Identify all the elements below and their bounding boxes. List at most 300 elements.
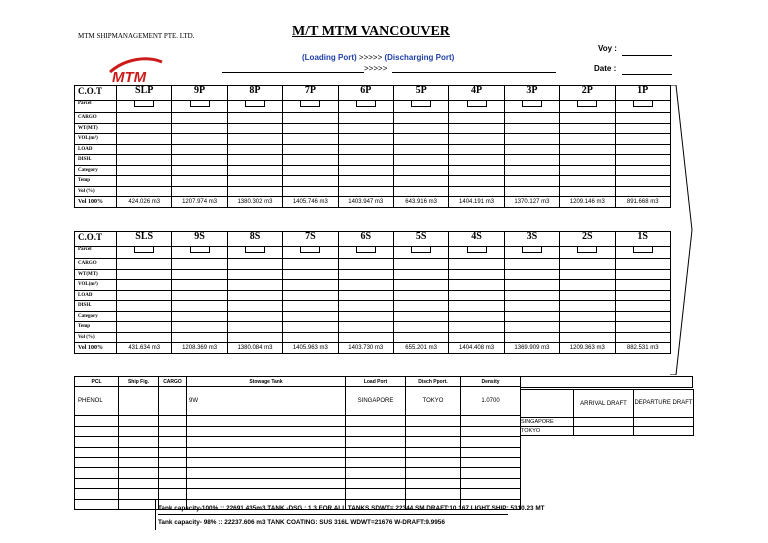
port-parcel-cell: [449, 101, 504, 113]
port-data-cell: [449, 165, 504, 176]
cargo-empty-cell: [187, 457, 346, 467]
port-row-label: Temp: [75, 176, 117, 187]
cargo-empty-cell: [346, 447, 406, 457]
port-data-cell: [117, 134, 172, 145]
stbd-tank-header: 4S: [449, 232, 504, 247]
cargo-empty-cell: [406, 426, 461, 436]
stbd-parcel-cell: [449, 247, 504, 259]
port-vol100-cell: 1380.302 m3: [227, 197, 282, 208]
port-parcel-cell: [117, 101, 172, 113]
port-data-cell: [338, 134, 393, 145]
stbd-data-cell: [172, 322, 227, 333]
stbd-data-cell: [615, 290, 670, 301]
port-vol100-cell: 1403.947 m3: [338, 197, 393, 208]
cargo-cell: 9W: [187, 387, 346, 416]
port-cot-table: [74, 85, 671, 208]
company-name: MTM SHIPMANAGEMENT PTE. LTD.: [78, 32, 195, 40]
stbd-data-cell: [504, 290, 559, 301]
cargo-empty-cell: [75, 437, 119, 447]
cargo-empty-cell: [119, 489, 159, 499]
stbd-tank-header: 8S: [227, 232, 282, 247]
cargo-empty-cell: [346, 478, 406, 488]
stbd-data-cell: [117, 269, 172, 280]
port-tank-header: 9P: [172, 86, 227, 101]
stbd-data-cell: [615, 301, 670, 312]
stbd-data-cell: [283, 290, 338, 301]
stbd-tank-header: 1S: [615, 232, 670, 247]
port-tank-header: 6P: [338, 86, 393, 101]
cargo-empty-cell: [406, 416, 461, 426]
port-vol100-cell: 891.668 m3: [615, 197, 670, 208]
stbd-data-cell: [227, 280, 282, 291]
cargo-empty-cell: [461, 416, 521, 426]
cargo-empty-cell: [187, 468, 346, 478]
port-parcel-cell: [338, 101, 393, 113]
cargo-empty-cell: [159, 478, 187, 488]
port-data-cell: [283, 123, 338, 134]
stbd-data-cell: [393, 311, 448, 322]
parcel-box: [300, 247, 320, 254]
port-vol100-cell: 1207.974 m3: [172, 197, 227, 208]
port-data-cell: [449, 186, 504, 197]
port-data-cell: [393, 165, 448, 176]
date-field-line: [622, 74, 672, 75]
stbd-data-cell: [283, 322, 338, 333]
stbd-row-label: Vol (%): [75, 332, 117, 343]
stbd-vol100-cell: 1404.408 m3: [449, 343, 504, 354]
cargo-empty-cell: [406, 478, 461, 488]
cargo-empty-cell: [187, 489, 346, 499]
draft-port-tokyo: TOKYO: [521, 427, 574, 436]
port-data-cell: [338, 186, 393, 197]
stbd-data-cell: [338, 322, 393, 333]
stbd-data-cell: [283, 259, 338, 270]
cargo-empty-cell: [119, 499, 159, 509]
stbd-tank-header: 6S: [338, 232, 393, 247]
port-data-cell: [504, 113, 559, 124]
parcel-box: [633, 101, 653, 108]
parcel-box: [300, 101, 320, 108]
cargo-empty-cell: [461, 426, 521, 436]
stbd-data-cell: [338, 311, 393, 322]
port-row-label: Parcel: [75, 101, 117, 113]
cargo-empty-cell: [119, 426, 159, 436]
stbd-data-cell: [117, 290, 172, 301]
port-tank-header: 8P: [227, 86, 282, 101]
port-data-cell: [615, 155, 670, 166]
stbd-row-label: DISH.: [75, 301, 117, 312]
stbd-data-cell: [449, 269, 504, 280]
cargo-empty-cell: [406, 447, 461, 457]
departure-draft-header: DEPARTURE DRAFT: [634, 390, 694, 418]
port-tank-header: 7P: [283, 86, 338, 101]
port-data-cell: [560, 123, 615, 134]
port-data-cell: [338, 176, 393, 187]
stbd-data-cell: [449, 311, 504, 322]
route-arrows-second: >>>>>: [364, 64, 388, 73]
parcel-box: [411, 247, 431, 254]
stbd-data-cell: [227, 269, 282, 280]
discharging-port-line: [392, 72, 556, 73]
stbd-vol100-cell: 655.201 m3: [393, 343, 448, 354]
port-tank-header: 4P: [449, 86, 504, 101]
port-data-cell: [117, 113, 172, 124]
stbd-vol100-cell: 1369.909 m3: [504, 343, 559, 354]
port-parcel-cell: [504, 101, 559, 113]
port-data-cell: [393, 144, 448, 155]
vessel-title: M/T MTM VANCOUVER: [292, 24, 450, 39]
stbd-vol100-cell: 1403.730 m3: [338, 343, 393, 354]
cargo-empty-cell: [75, 499, 119, 509]
port-data-cell: [338, 144, 393, 155]
port-data-cell: [449, 123, 504, 134]
starboard-cot-table: [74, 231, 671, 354]
tank-capacity-100: Tank capacity-100% :: 22691.435m3 TANK -DSG : 1.3 FOR ALL TANKS SDWT= 22344 SM DRAFT:10.167 LIGHT SHIP: 5310.23 MT: [158, 505, 545, 512]
cargo-empty-cell: [119, 416, 159, 426]
cargo-cell: PHENOL: [75, 387, 119, 416]
port-data-cell: [172, 155, 227, 166]
stbd-parcel-cell: [172, 247, 227, 259]
port-data-cell: [283, 155, 338, 166]
port-tank-header: 1P: [615, 86, 670, 101]
port-data-cell: [338, 155, 393, 166]
port-parcel-cell: [615, 101, 670, 113]
voy-field-line: [622, 55, 672, 56]
cargo-empty-cell: [461, 478, 521, 488]
cargo-empty-cell: [159, 468, 187, 478]
tank-capacity-98: Tank capacity- 98% :: 22237.606 m3 TANK COATING: SUS 316L WDWT=21676 W-DRAFT:9.9956: [158, 519, 445, 526]
port-data-cell: [449, 144, 504, 155]
cargo-empty-cell: [187, 478, 346, 488]
parcel-box: [577, 101, 597, 108]
cargo-empty-cell: [187, 426, 346, 436]
cargo-empty-cell: [346, 468, 406, 478]
port-data-cell: [615, 144, 670, 155]
port-vol100-cell: 1209.146 m3: [560, 197, 615, 208]
stbd-data-cell: [560, 259, 615, 270]
loading-port-line: [222, 72, 364, 73]
stbd-vol100-cell: 1208.369 m3: [172, 343, 227, 354]
stbd-parcel-cell: [560, 247, 615, 259]
draft-corner-cell: [521, 390, 574, 418]
stbd-row-label: Category: [75, 311, 117, 322]
cargo-empty-cell: [75, 447, 119, 457]
stbd-data-cell: [393, 332, 448, 343]
port-data-cell: [338, 165, 393, 176]
cargo-empty-cell: [406, 489, 461, 499]
port-data-cell: [504, 144, 559, 155]
cargo-empty-cell: [461, 457, 521, 467]
stbd-vol100-cell: 882.531 m3: [615, 343, 670, 354]
port-data-cell: [504, 186, 559, 197]
port-data-cell: [560, 186, 615, 197]
port-data-cell: [449, 134, 504, 145]
draft-port-singapore: SINGAPORE: [521, 418, 574, 427]
stbd-data-cell: [338, 259, 393, 270]
cargo-col-header: Stowage Tank: [187, 377, 346, 387]
parcel-box: [245, 101, 265, 108]
stbd-vol100-cell: 431.634 m3: [117, 343, 172, 354]
port-data-cell: [172, 176, 227, 187]
stbd-data-cell: [504, 269, 559, 280]
port-data-cell: [615, 134, 670, 145]
port-data-cell: [117, 155, 172, 166]
port-data-cell: [560, 176, 615, 187]
parcel-box: [467, 101, 487, 108]
cargo-col-header: Ship Fig.: [119, 377, 159, 387]
stbd-data-cell: [172, 269, 227, 280]
stbd-row-label: WT(MT): [75, 269, 117, 280]
stbd-data-cell: [504, 259, 559, 270]
cargo-empty-cell: [159, 489, 187, 499]
stbd-vol100-cell: 1380.084 m3: [227, 343, 282, 354]
stbd-data-cell: [227, 332, 282, 343]
port-row-label: Vol 100%: [75, 197, 117, 208]
port-route: [302, 53, 454, 62]
cargo-empty-cell: [75, 468, 119, 478]
port-data-cell: [449, 113, 504, 124]
port-data-cell: [283, 134, 338, 145]
port-data-cell: [393, 113, 448, 124]
stbd-data-cell: [615, 269, 670, 280]
port-data-cell: [117, 123, 172, 134]
stbd-data-cell: [338, 290, 393, 301]
bow-outline: [670, 85, 694, 375]
port-data-cell: [504, 123, 559, 134]
port-data-cell: [615, 165, 670, 176]
cargo-empty-cell: [75, 478, 119, 488]
stbd-data-cell: [560, 322, 615, 333]
stbd-data-cell: [504, 301, 559, 312]
port-data-cell: [172, 134, 227, 145]
stbd-data-cell: [560, 332, 615, 343]
draft-top-cell: [520, 376, 693, 388]
port-data-cell: [338, 113, 393, 124]
stbd-data-cell: [560, 280, 615, 291]
port-vol100-cell: 1370.127 m3: [504, 197, 559, 208]
port-data-cell: [227, 144, 282, 155]
stbd-data-cell: [393, 269, 448, 280]
stbd-data-cell: [393, 280, 448, 291]
port-row-label: Vol (%): [75, 186, 117, 197]
port-data-cell: [393, 134, 448, 145]
stbd-data-cell: [338, 301, 393, 312]
stbd-tank-header: 9S: [172, 232, 227, 247]
cargo-empty-cell: [75, 489, 119, 499]
port-parcel-cell: [227, 101, 282, 113]
cargo-empty-cell: [119, 437, 159, 447]
cargo-cell: 1.0700: [461, 387, 521, 416]
voy-label: Voy :: [598, 44, 617, 53]
cargo-cell: SINGAPORE: [346, 387, 406, 416]
stbd-data-cell: [117, 280, 172, 291]
stbd-data-cell: [172, 311, 227, 322]
port-tank-header: 2P: [560, 86, 615, 101]
port-data-cell: [560, 155, 615, 166]
stbd-cot-label: C.O.T: [75, 232, 117, 247]
port-data-cell: [117, 186, 172, 197]
port-data-cell: [117, 176, 172, 187]
cargo-empty-cell: [187, 416, 346, 426]
cargo-col-header: Density: [461, 377, 521, 387]
stbd-data-cell: [449, 332, 504, 343]
stbd-row-label: LOAD: [75, 290, 117, 301]
cargo-cell: TOKYO: [406, 387, 461, 416]
cargo-empty-cell: [461, 468, 521, 478]
parcel-box: [245, 247, 265, 254]
port-data-cell: [615, 123, 670, 134]
cargo-empty-cell: [75, 416, 119, 426]
stbd-data-cell: [283, 280, 338, 291]
stbd-data-cell: [393, 322, 448, 333]
totals-left-rule: [155, 500, 156, 530]
stbd-data-cell: [560, 290, 615, 301]
port-data-cell: [449, 155, 504, 166]
port-data-cell: [283, 144, 338, 155]
cargo-empty-cell: [119, 457, 159, 467]
stbd-data-cell: [615, 332, 670, 343]
port-row-label: CARGO: [75, 113, 117, 124]
stbd-data-cell: [172, 259, 227, 270]
stbd-data-cell: [615, 322, 670, 333]
port-data-cell: [393, 186, 448, 197]
stbd-data-cell: [449, 290, 504, 301]
cargo-empty-cell: [159, 416, 187, 426]
cargo-col-header: Load Port: [346, 377, 406, 387]
stbd-data-cell: [615, 280, 670, 291]
stbd-data-cell: [560, 301, 615, 312]
parcel-box: [522, 247, 542, 254]
stbd-data-cell: [172, 301, 227, 312]
cargo-empty-cell: [75, 426, 119, 436]
port-data-cell: [504, 176, 559, 187]
stbd-tank-header: 3S: [504, 232, 559, 247]
port-data-cell: [227, 134, 282, 145]
discharging-port-label: (Discharging Port): [384, 53, 455, 62]
port-parcel-cell: [560, 101, 615, 113]
cargo-empty-cell: [159, 426, 187, 436]
stbd-data-cell: [227, 322, 282, 333]
stbd-tank-header: SLS: [117, 232, 172, 247]
parcel-box: [190, 247, 210, 254]
stbd-vol100-cell: 1209.363 m3: [560, 343, 615, 354]
stbd-data-cell: [504, 311, 559, 322]
cargo-empty-cell: [346, 426, 406, 436]
mtm-logo: [108, 56, 164, 86]
cargo-empty-cell: [406, 437, 461, 447]
port-data-cell: [393, 155, 448, 166]
stbd-data-cell: [504, 322, 559, 333]
port-data-cell: [504, 155, 559, 166]
port-data-cell: [615, 113, 670, 124]
cargo-empty-cell: [406, 468, 461, 478]
port-vol100-cell: 1404.191 m3: [449, 197, 504, 208]
cargo-empty-cell: [346, 457, 406, 467]
stbd-data-cell: [117, 322, 172, 333]
stbd-data-cell: [117, 311, 172, 322]
parcel-box: [356, 247, 376, 254]
stbd-tank-header: 5S: [393, 232, 448, 247]
cargo-cell: [119, 387, 159, 416]
cargo-empty-cell: [119, 478, 159, 488]
port-data-cell: [227, 176, 282, 187]
loading-port-label: (Loading Port): [302, 53, 357, 62]
date-label: Date :: [594, 64, 617, 73]
port-data-cell: [504, 134, 559, 145]
port-data-cell: [393, 123, 448, 134]
port-vol100-cell: 1405.746 m3: [283, 197, 338, 208]
port-tank-header: 3P: [504, 86, 559, 101]
stbd-tank-header: 2S: [560, 232, 615, 247]
port-vol100-cell: 643.916 m3: [393, 197, 448, 208]
arrival-draft-header: ARRIVAL DRAFT: [574, 390, 634, 418]
cargo-empty-cell: [159, 457, 187, 467]
cargo-empty-cell: [461, 437, 521, 447]
port-data-cell: [172, 186, 227, 197]
stbd-parcel-cell: [393, 247, 448, 259]
port-data-cell: [393, 176, 448, 187]
stbd-data-cell: [117, 332, 172, 343]
cargo-empty-cell: [346, 437, 406, 447]
port-data-cell: [227, 123, 282, 134]
port-data-cell: [172, 165, 227, 176]
stbd-data-cell: [117, 301, 172, 312]
port-data-cell: [283, 176, 338, 187]
stbd-data-cell: [449, 259, 504, 270]
stbd-data-cell: [172, 290, 227, 301]
stbd-data-cell: [615, 311, 670, 322]
totals-mid-rule: [158, 514, 508, 515]
port-data-cell: [449, 176, 504, 187]
stbd-row-label: Temp: [75, 322, 117, 333]
port-parcel-cell: [283, 101, 338, 113]
port-parcel-cell: [393, 101, 448, 113]
cargo-stowage-table: [74, 376, 521, 510]
port-data-cell: [172, 144, 227, 155]
stbd-data-cell: [560, 269, 615, 280]
stbd-data-cell: [560, 311, 615, 322]
port-data-cell: [117, 144, 172, 155]
cargo-empty-cell: [119, 468, 159, 478]
parcel-box: [190, 101, 210, 108]
parcel-box: [633, 247, 653, 254]
port-vol100-cell: 424.026 m3: [117, 197, 172, 208]
cargo-empty-cell: [159, 437, 187, 447]
stbd-vol100-cell: 1405.963 m3: [283, 343, 338, 354]
port-data-cell: [615, 186, 670, 197]
port-data-cell: [560, 113, 615, 124]
stbd-parcel-cell: [504, 247, 559, 259]
port-row-label: DISH.: [75, 155, 117, 166]
stbd-data-cell: [504, 280, 559, 291]
port-data-cell: [227, 113, 282, 124]
parcel-box: [356, 101, 376, 108]
cargo-col-header: CARGO: [159, 377, 187, 387]
port-row-label: Category: [75, 165, 117, 176]
stbd-parcel-cell: [227, 247, 282, 259]
port-data-cell: [227, 165, 282, 176]
port-row-label: WT(MT): [75, 123, 117, 134]
port-row-label: LOAD: [75, 144, 117, 155]
logo-text: MTM: [112, 69, 147, 86]
parcel-box: [411, 101, 431, 108]
port-parcel-cell: [172, 101, 227, 113]
port-row-label: VOL(m³): [75, 134, 117, 145]
cargo-col-header: Disch Pport.: [406, 377, 461, 387]
port-data-cell: [504, 165, 559, 176]
stbd-data-cell: [227, 311, 282, 322]
route-arrows: >>>>>: [358, 53, 383, 62]
